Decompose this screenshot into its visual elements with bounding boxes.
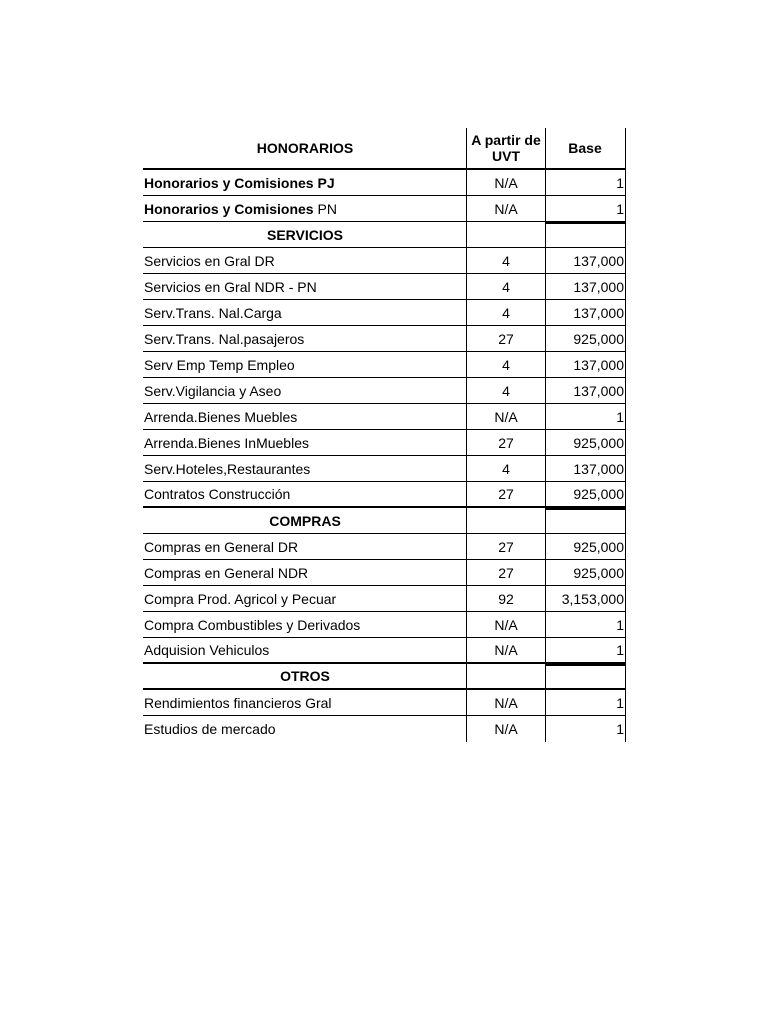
table-row xyxy=(143,586,626,612)
row-uvt: N/A xyxy=(466,690,545,715)
table-row xyxy=(143,248,626,274)
row-label: Compras en General DR xyxy=(144,538,299,555)
row-base: 137,000 xyxy=(545,274,626,299)
table-row xyxy=(143,352,626,378)
row-uvt: 27 xyxy=(466,560,545,585)
row-uvt: 27 xyxy=(466,326,545,351)
table-row xyxy=(143,274,626,300)
row-uvt: N/A xyxy=(466,404,545,429)
section-uvt-empty xyxy=(466,664,545,688)
section-compras xyxy=(143,508,626,534)
section-base-empty xyxy=(545,222,626,247)
row-label: Serv Emp Temp Empleo xyxy=(144,356,295,373)
row-uvt: 4 xyxy=(466,274,545,299)
section-otros xyxy=(143,664,626,690)
row-base: 137,000 xyxy=(545,300,626,325)
row-uvt: 4 xyxy=(466,456,545,481)
row-base: 1 xyxy=(545,170,626,195)
row-base: 1 xyxy=(545,196,626,221)
section-uvt-empty xyxy=(466,222,545,247)
row-label: Adquision Vehiculos xyxy=(144,642,270,658)
section-base-empty xyxy=(545,664,626,688)
table-row xyxy=(143,560,626,586)
table-header-row xyxy=(143,128,626,170)
row-uvt: 27 xyxy=(466,482,545,506)
table-row xyxy=(143,430,626,456)
table-row xyxy=(143,612,626,638)
row-label: Serv.Trans. Nal.pasajeros xyxy=(144,330,305,347)
row-uvt: N/A xyxy=(466,716,545,742)
table-row xyxy=(143,326,626,352)
row-label: Compras en General NDR xyxy=(144,564,309,581)
header-honorarios: HONORARIOS xyxy=(256,140,354,156)
row-uvt: 4 xyxy=(466,300,545,325)
row-base: 925,000 xyxy=(545,534,626,559)
row-base: 925,000 xyxy=(545,326,626,351)
section-title: SERVICIOS xyxy=(267,226,343,243)
table-row xyxy=(143,534,626,560)
section-uvt-empty xyxy=(466,508,545,533)
header-uvt xyxy=(466,128,545,168)
row-label: Serv.Hoteles,Restaurantes xyxy=(144,460,311,477)
row-uvt: 4 xyxy=(466,378,545,403)
row-base: 1 xyxy=(545,612,626,637)
row-uvt: N/A xyxy=(466,612,545,637)
row-uvt: N/A xyxy=(466,170,545,195)
table-row xyxy=(143,456,626,482)
table-row xyxy=(143,716,626,742)
section-servicios xyxy=(143,222,626,248)
table-row xyxy=(143,196,626,222)
row-base: 137,000 xyxy=(545,456,626,481)
row-label: Rendimientos financieros Gral xyxy=(144,694,332,711)
row-base: 137,000 xyxy=(545,352,626,377)
row-base: 925,000 xyxy=(545,560,626,585)
row-label: Compra Combustibles y Derivados xyxy=(144,616,361,633)
retention-table xyxy=(143,128,626,742)
row-base: 925,000 xyxy=(545,430,626,455)
section-base-empty xyxy=(545,508,626,533)
table-row xyxy=(143,690,626,716)
table-row xyxy=(143,404,626,430)
row-label-bold: Honorarios y Comisiones xyxy=(144,200,314,217)
row-uvt: 4 xyxy=(466,248,545,273)
row-base: 137,000 xyxy=(545,378,626,403)
row-label: Arrenda.Bienes InMuebles xyxy=(144,434,309,451)
row-uvt: 92 xyxy=(466,586,545,611)
header-uvt-line1: A partir de xyxy=(471,132,541,148)
row-base: 925,000 xyxy=(545,482,626,506)
row-base: 1 xyxy=(545,638,626,662)
table-row xyxy=(143,638,626,664)
row-uvt: N/A xyxy=(466,638,545,662)
row-label: Servicios en Gral NDR - PN xyxy=(144,278,317,295)
row-base: 1 xyxy=(545,690,626,715)
row-uvt: N/A xyxy=(466,196,545,221)
row-base: 137,000 xyxy=(545,248,626,273)
row-label: Contratos Construcción xyxy=(144,486,291,502)
row-label: Servicios en Gral DR xyxy=(144,252,275,269)
row-base: 1 xyxy=(545,404,626,429)
row-base: 1 xyxy=(545,716,626,742)
table-row xyxy=(143,170,626,196)
row-label-rest: PN xyxy=(313,200,337,217)
row-label: Arrenda.Bienes Muebles xyxy=(144,408,298,425)
row-label xyxy=(143,196,466,221)
row-label: Compra Prod. Agricol y Pecuar xyxy=(144,590,337,607)
row-uvt: 4 xyxy=(466,352,545,377)
header-uvt-line2: UVT xyxy=(492,148,520,164)
table-row xyxy=(143,378,626,404)
row-label-bold: Honorarios y Comisiones PJ xyxy=(144,174,335,191)
table-row xyxy=(143,482,626,508)
row-label: Estudios de mercado xyxy=(144,721,276,737)
row-label: Serv.Trans. Nal.Carga xyxy=(144,304,282,321)
row-label: Serv.Vigilancia y Aseo xyxy=(144,382,282,399)
row-uvt: 27 xyxy=(466,534,545,559)
row-label xyxy=(143,170,466,195)
row-uvt: 27 xyxy=(466,430,545,455)
row-base: 3,153,000 xyxy=(545,586,626,611)
table-row xyxy=(143,300,626,326)
header-base: Base xyxy=(545,128,626,168)
section-title: COMPRAS xyxy=(269,512,341,529)
section-title: OTROS xyxy=(280,668,330,684)
